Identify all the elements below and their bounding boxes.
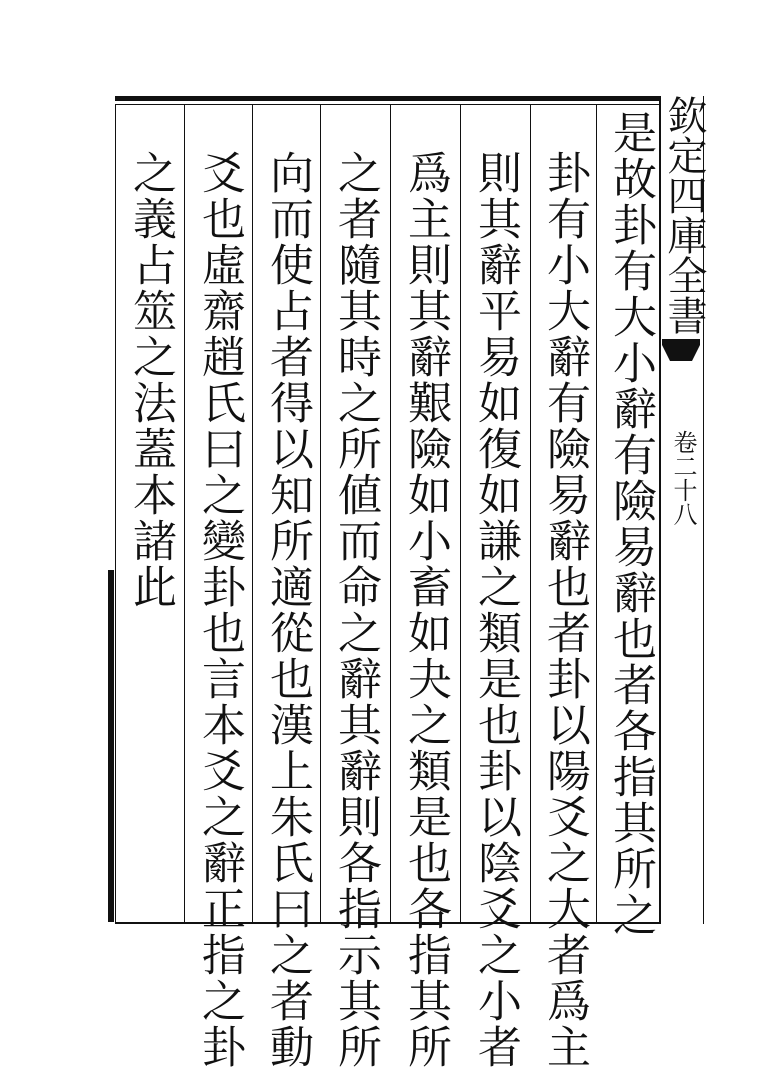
text-column-3: 則其辭平易如復如謙之類是也卦以陰爻之小者 [470,150,521,1070]
left-border [108,570,114,922]
column-divider [252,105,253,922]
text-column-8: 之義占筮之法蓋本諸此 [125,150,176,610]
column-divider [184,105,185,922]
left-border-thin [115,104,116,922]
margin-book-title: 欽定四庫全書 [661,95,707,335]
column-divider [320,105,321,922]
text-column-7: 爻也虛齋趙氏曰之變卦也言本爻之辭正指之卦 [194,150,245,1070]
fish-tail-mark-icon [662,335,700,363]
text-column-5: 之者隨其時之所値而命之辭其辭則各指示其所 [330,150,381,1070]
top-border-thin [115,104,660,105]
column-divider [596,105,597,922]
text-column-6: 向而使占者得以知所適從也漢上朱氏曰之者動 [262,150,313,1070]
column-divider [390,105,391,922]
text-column-1: 是故卦有大小辭有險易辭也者各指其所之 [605,110,656,938]
column-divider [460,105,461,922]
column-divider [530,105,531,922]
top-border-thick [115,96,660,101]
text-column-2: 卦有小大辭有險易辭也者卦以陽爻之大者爲主 [539,150,590,1070]
text-column-4: 爲主則其辭艱險如小畜如夬之類是也各指其所 [400,150,451,1070]
margin-juan-number: 卷二十八 [669,430,697,526]
